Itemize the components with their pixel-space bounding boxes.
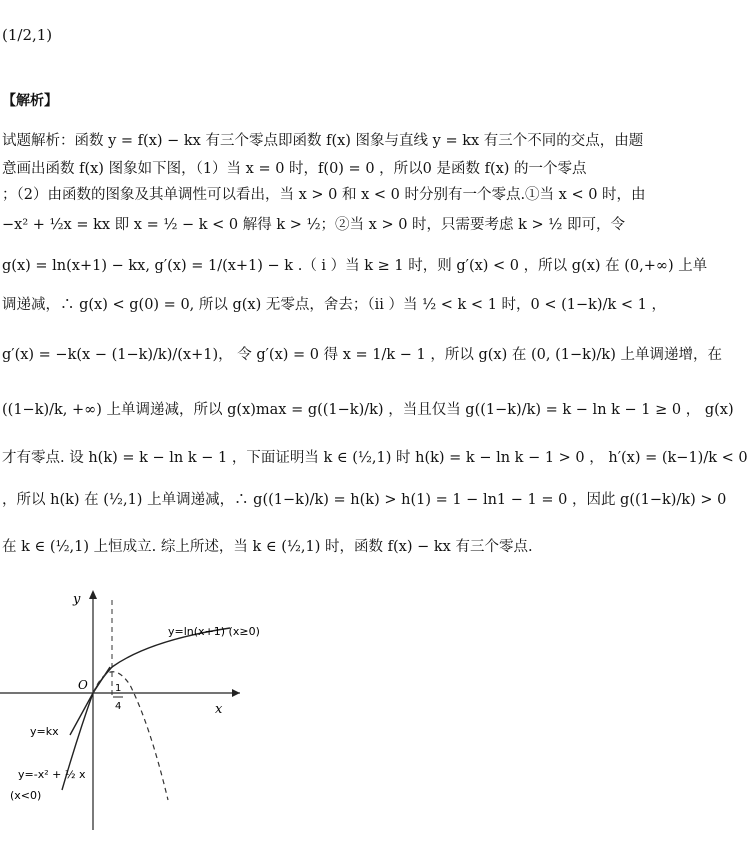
solution-line: ((1−k)/k, +∞) 上单调递减，所以 g(x)max = g((1−k)/k) ，当且仅当 g((1−k)/k) = k − ln k − 1 ≥ 0 ， g(x)	[2, 402, 734, 418]
ln-curve-label: y=ln(x+1) (x≥0)	[168, 625, 260, 638]
solution-line: ，所以 h(k) 在 (½,1) 上单调递减，∴ g((1−k)/k) = h(k) > h(1) = 1 − ln1 − 1 = 0 ，因此 g((1−k)/k) > 0	[2, 492, 727, 508]
kx-line-label: y=kx	[30, 725, 59, 738]
solution-line: 在 k ∈ (½,1) 上恒成立. 综上所述，当 k ∈ (½,1) 时，函数 f(x) − kx 有三个零点.	[2, 539, 533, 555]
solution-line: g′(x) = −k(x − (1−k)/k)/(x+1)， 令 g′(x) = 0 得 x = 1/k − 1 ，所以 g(x) 在 (0, (1−k)/k) 上单调递增，在	[2, 347, 722, 363]
solution-line: 调递减，∴ g(x) < g(0) = 0, 所以 g(x) 无零点，舍去；（ii ）当 ½ < k < 1 时，0 < (1−k)/k < 1 ，	[2, 297, 666, 313]
answer: (1/2,1)	[2, 26, 53, 44]
quadratic-condition-label: (x<0)	[10, 789, 42, 802]
quadratic-label: y=-x² + ½ x	[18, 768, 86, 781]
x-axis-arrow	[232, 689, 240, 697]
origin-label: O	[78, 678, 88, 692]
function-graph	[0, 585, 280, 845]
x-axis-label: x	[215, 702, 223, 717]
tick-label-1: 1	[115, 683, 122, 694]
section-title: 【解析】	[2, 93, 58, 109]
tick-label-4: 4	[115, 701, 122, 712]
solution-line: ；（2）由函数的图象及其单调性可以看出，当 x > 0 和 x < 0 时分别有一个零点.①当 x < 0 时，由	[2, 187, 646, 203]
solution-line: −x² + ½x = kx 即 x = ½ − k < 0 解得 k > ½；②当 x > 0 时，只需要考虑 k > ½ 即可，令	[2, 217, 625, 233]
solution-line: 试题解析：函数 y = f(x) − kx 有三个零点即函数 f(x) 图象与直线 y = kx 有三个不同的交点，由题	[2, 133, 644, 149]
quadratic-dashed-curve	[93, 672, 168, 800]
solution-line: 意画出函数 f(x) 图象如下图，（1）当 x = 0 时，f(0) = 0 ，所以0 是函数 f(x) 的一个零点	[2, 161, 587, 177]
y-axis-arrow	[89, 590, 97, 599]
solution-line: g(x) = ln(x+1) − kx, g′(x) = 1/(x+1) − k .（ i ）当 k ≥ 1 时，则 g′(x) < 0 ，所以 g(x) 在 (0,+∞) 上单	[2, 258, 708, 274]
solution-line: 才有零点. 设 h(k) = k − ln k − 1 ，下面证明当 k ∈ (½,1) 时 h(k) = k − ln k − 1 > 0 ， h′(x) = (k−1)/k < 0	[2, 450, 748, 466]
y-axis-label: y	[73, 592, 81, 607]
